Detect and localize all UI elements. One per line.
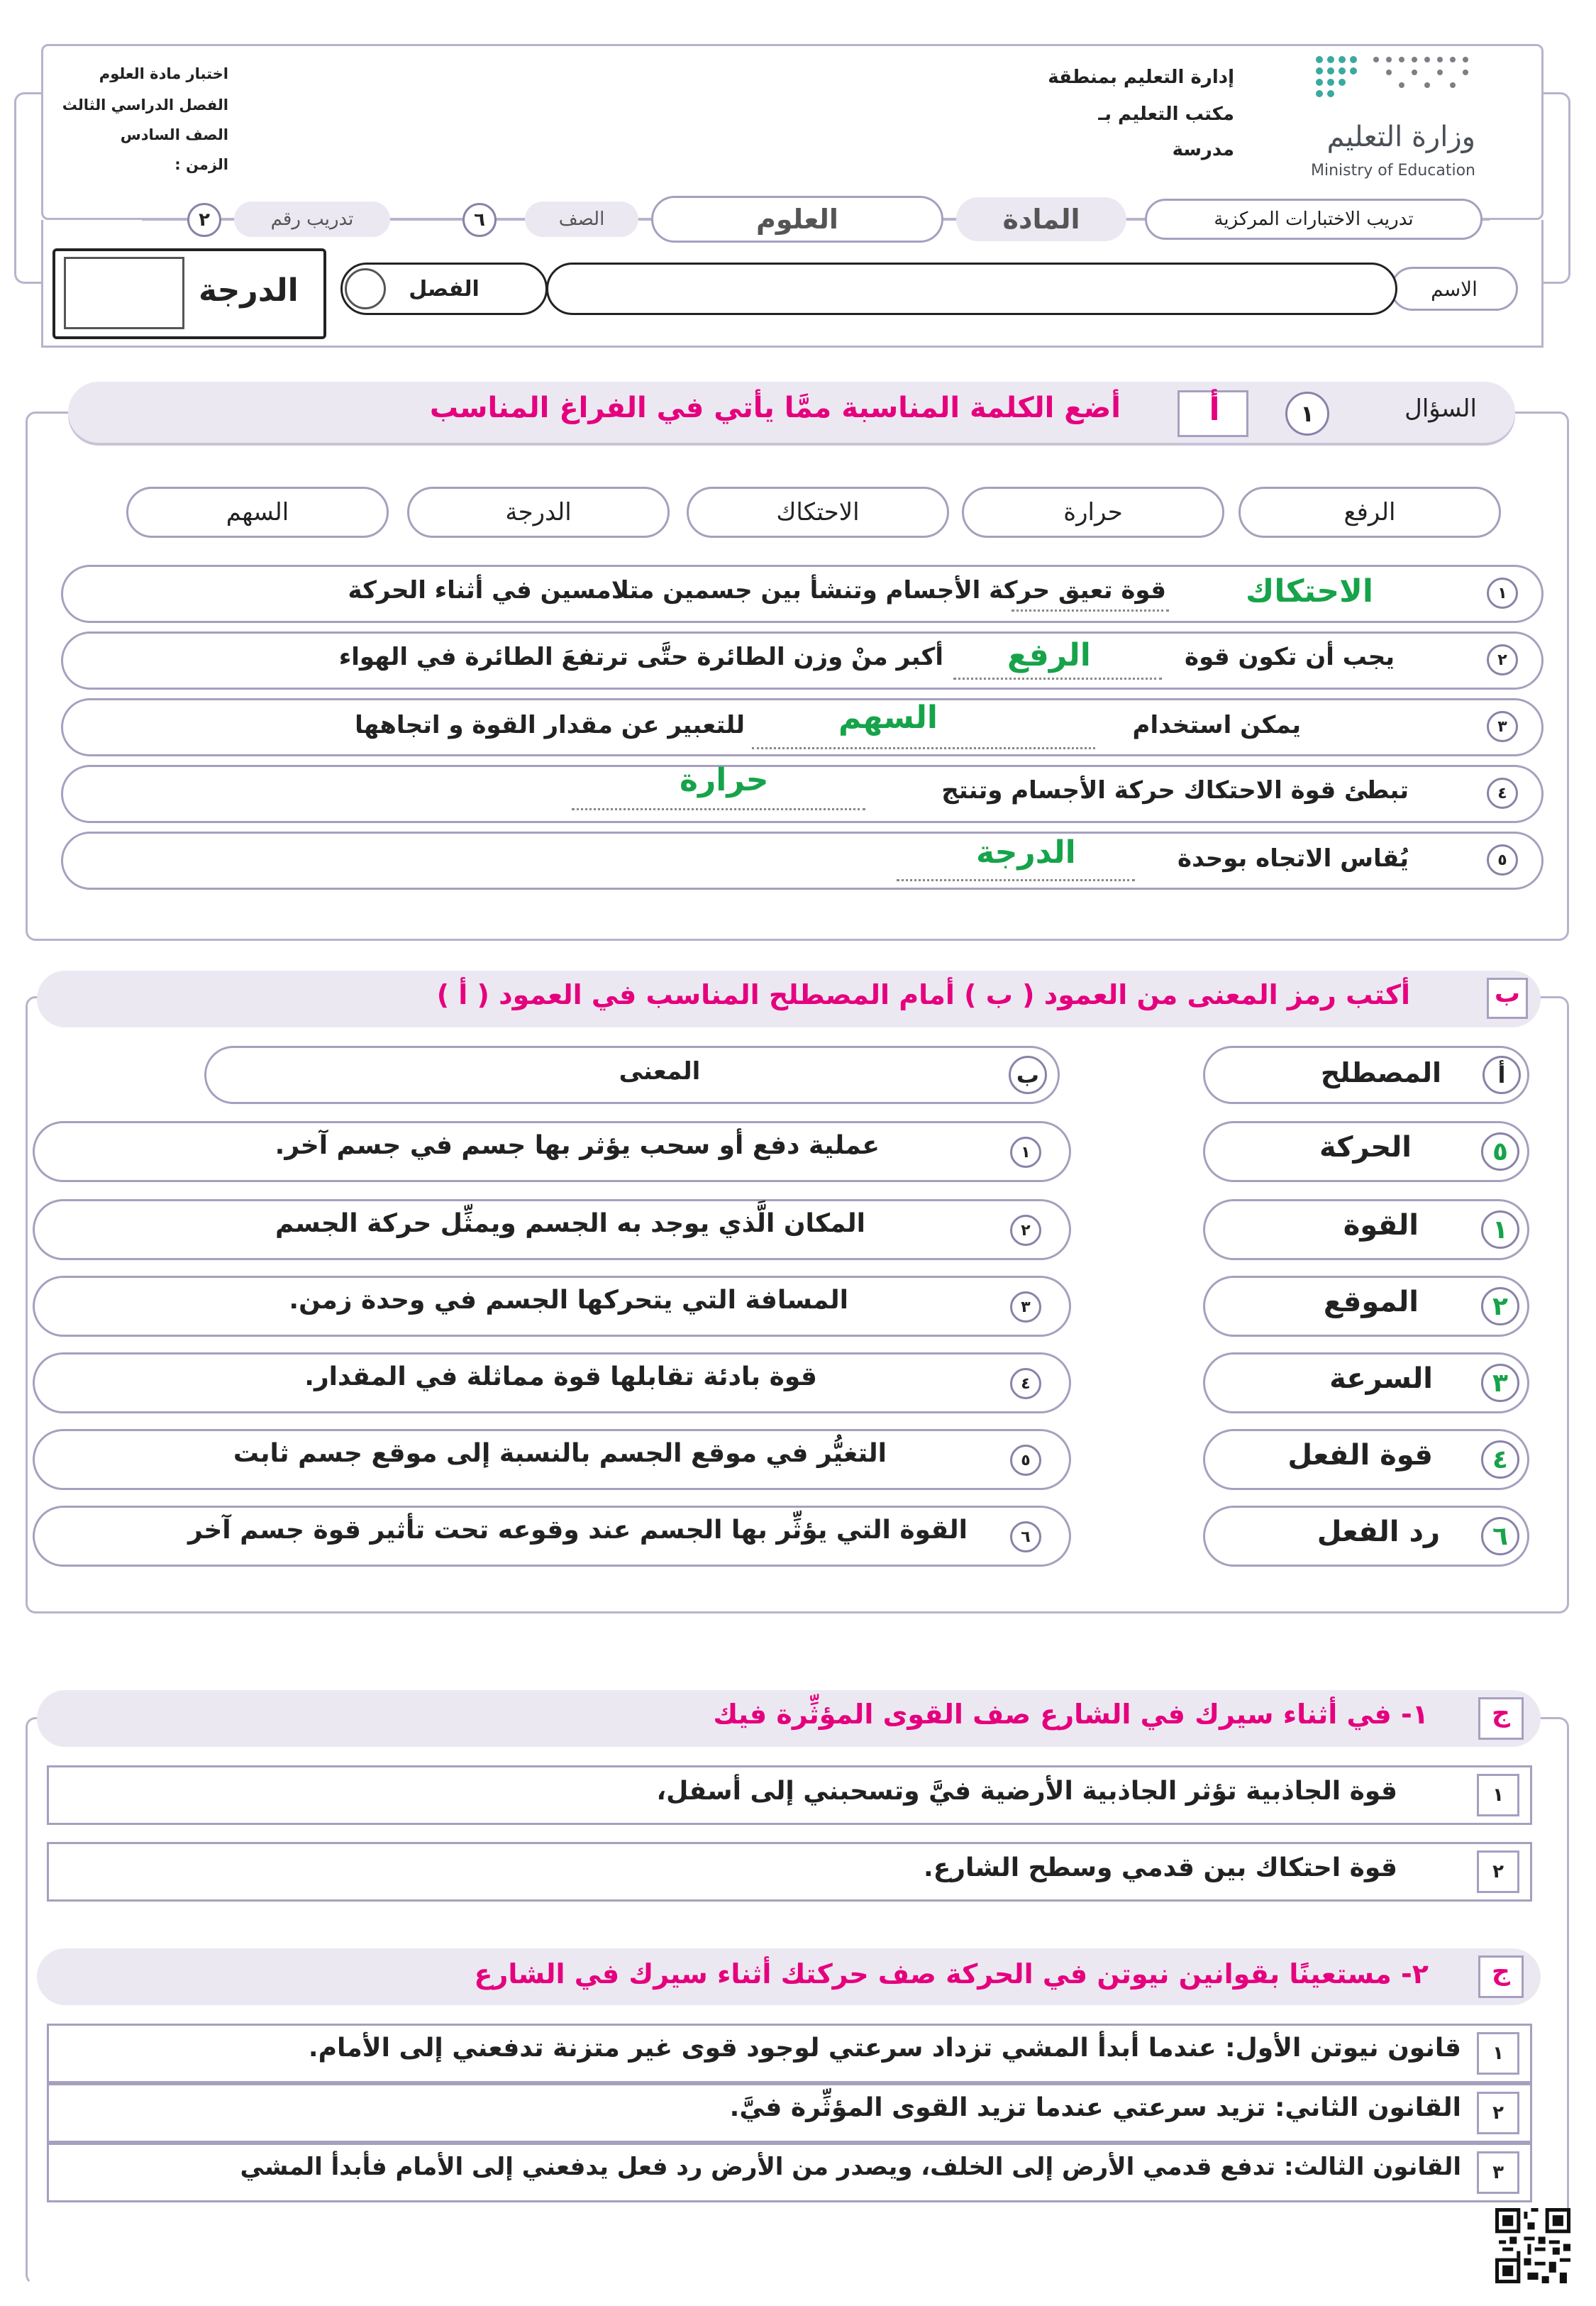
q1-number-circle: ١	[1285, 392, 1329, 436]
qc2-answer-3-number: ٣	[1477, 2151, 1519, 2194]
meaning-text-3: المسافة التي يتحركها الجسم في وحدة زمن.	[289, 1286, 848, 1315]
class-field[interactable]	[345, 268, 386, 309]
word-bank-item-5: السهم	[126, 487, 389, 538]
qc2-answer-1-number: ١	[1477, 2032, 1519, 2075]
qr-code-icon	[1495, 2208, 1570, 2283]
term-label-5: قوة الفعل	[1287, 1439, 1433, 1472]
qb-title: أكتب رمز المعنى من العمود ( ب ) أمام المصطلح المناسب في العمود ( أ )	[436, 979, 1410, 1010]
q1-item-3-answer: السهم	[838, 700, 938, 736]
term-label-6: رد الفعل	[1317, 1516, 1440, 1548]
name-label-pill: الاسم	[1390, 267, 1518, 311]
score-label: الدرجة	[199, 272, 299, 309]
q1-item-2-text-before: يجب أن تكون قوة	[1185, 643, 1395, 671]
qc1-answer-2-text: قوة احتكاك بين قدمي وسطح الشارع.	[924, 1853, 1397, 1882]
term-answer-6[interactable]: ٦	[1481, 1517, 1519, 1555]
meaning-text-2: المكان الَّذي يوجد به الجسم ويمثِّل حركة الجسم	[275, 1209, 865, 1238]
qc2-answer-1-text: قانون نيوتن الأول: عندما أبدأ المشي تزداد سرعتي لوجود قوى غير متزنة تدفعني إلى الأمام.	[308, 2034, 1461, 2063]
qc2-part-letter: ج	[1492, 1957, 1510, 1986]
q1-item-3-text-after: للتعبير عن مقدار القوة و اتجاهها	[355, 711, 745, 739]
q1-title: أضع الكلمة المناسبة ممَّا يأتي في الفراغ المناسب	[429, 392, 1121, 424]
word-bank-item-3: الاحتكاك	[687, 487, 949, 538]
training-number-circle: ٢	[187, 203, 221, 237]
tab-training-label: تدريب رقم	[234, 202, 390, 237]
meaning-number-4: ٤	[1010, 1368, 1041, 1399]
qc1-part-letter: ج	[1492, 1699, 1510, 1728]
meaning-number-5: ٥	[1010, 1445, 1041, 1476]
q1-item-1-blank[interactable]	[1012, 579, 1169, 612]
word-bank-item-4: الدرجة	[407, 487, 670, 538]
q1-item-3-number: ٣	[1487, 711, 1518, 742]
ministry-logo-dots-icon	[1305, 51, 1483, 108]
qc1-answer-2-number: ٢	[1477, 1850, 1519, 1893]
ministry-english-name: Ministry of Education	[1310, 162, 1475, 180]
tab-subject-value: العلوم	[651, 196, 943, 243]
exam-info-3: الصف السادس	[120, 126, 228, 143]
term-label-3: الموقع	[1323, 1286, 1419, 1318]
ministry-name: وزارة التعليم	[1326, 121, 1475, 153]
qc2-answer-2-number: ٢	[1477, 2092, 1519, 2134]
header-side-bracket-left	[14, 92, 41, 284]
term-label-1: الحركة	[1319, 1131, 1412, 1164]
q1-item-4-text: تبطئ قوة الاحتكاك حركة الأجسام وتنتج	[941, 776, 1409, 805]
meaning-text-5: التغيُّر في موقع الجسم بالنسبة إلى موقع جسم ثابت	[233, 1439, 887, 1468]
meaning-number-2: ٢	[1010, 1215, 1041, 1246]
qb-part-letter: ب	[1494, 979, 1521, 1008]
q1-item-1-text: قوة تعيق حركة الأجسام وتنشأ بين جسمين متلامسين في أثناء الحركة	[348, 576, 1166, 605]
qc1-title: ١- في أثناء سيرك في الشارع صف القوى المؤثِّرة فيك	[713, 1699, 1429, 1730]
col-a-label: المصطلح	[1320, 1057, 1441, 1088]
exam-info-1: اختبار مادة العلوم	[99, 65, 228, 82]
ministry-logo	[1298, 51, 1490, 193]
qc2-answer-2-text: القانون الثاني: تزيد سرعتي عندما تزيد القوى المؤثِّرة فيَّ.	[729, 2093, 1461, 2122]
admin-line-3: مدرسة	[1172, 139, 1234, 160]
admin-line-1: إدارة التعليم بمنطقة	[1048, 67, 1234, 88]
q1-part-letter: أ	[1209, 392, 1220, 428]
word-bank-item-2: حرارة	[962, 487, 1224, 538]
word-bank-item-1: الرفع	[1238, 487, 1501, 538]
q1-item-2-text-after: أكبر منْ وزن الطائرة حتَّى ترتفعَ الطائرة في الهواء	[338, 643, 943, 671]
exam-info-4: الزمن :	[174, 156, 228, 173]
meaning-text-4: قوة بادئة تقابلها قوة مماثلة في المقدار.	[304, 1362, 817, 1391]
name-field[interactable]	[546, 263, 1397, 315]
q1-item-1-answer: الاحتكاك	[1246, 573, 1373, 609]
col-b-letter: ب	[1009, 1056, 1047, 1094]
q1-item-2-answer: الرفع	[1007, 637, 1091, 673]
q1-item-5-text: يُقاس الاتجاه بوحدة	[1177, 844, 1409, 873]
term-answer-4[interactable]: ٣	[1481, 1364, 1519, 1402]
q1-item-4-answer: حرارة	[680, 762, 769, 798]
term-label-2: القوة	[1343, 1209, 1419, 1242]
meaning-number-1: ١	[1010, 1137, 1041, 1168]
tab-subject-label: المادة	[956, 197, 1126, 241]
class-label-pill: الفصل	[340, 263, 548, 315]
col-b-label: المعنى	[619, 1057, 701, 1086]
term-label-4: السرعة	[1329, 1362, 1433, 1395]
term-answer-5[interactable]: ٤	[1481, 1440, 1519, 1479]
q1-item-5-number: ٥	[1487, 844, 1518, 876]
qc1-answer-1-text: قوة الجاذبية تؤثر الجاذبية الأرضية فيَّ وتسحبني إلى أسفل،	[656, 1777, 1397, 1806]
header-side-bracket-right	[1544, 92, 1570, 284]
score-field[interactable]	[64, 257, 184, 329]
q1-label: السؤال	[1404, 395, 1477, 423]
tab-grade-label: الصف	[525, 202, 638, 237]
meaning-text-1: عملية دفع أو سحب يؤثر بها جسم في جسم آخر.	[275, 1131, 880, 1160]
term-answer-2[interactable]: ١	[1481, 1210, 1519, 1249]
grade-value-circle: ٦	[462, 203, 497, 237]
col-a-letter: أ	[1483, 1056, 1521, 1094]
meaning-number-3: ٣	[1010, 1291, 1041, 1323]
meaning-text-6: القوة التي يؤثِّر بها الجسم عند وقوعه تحت تأثير قوة جسم آخر	[187, 1516, 968, 1545]
q1-item-1-number: ١	[1487, 578, 1518, 609]
q1-item-4-number: ٤	[1487, 778, 1518, 809]
qc1-answer-1-number: ١	[1477, 1774, 1519, 1816]
q1-item-3-text-before: يمكن استخدام	[1132, 711, 1301, 739]
admin-line-2: مكتب التعليم بـ	[1098, 104, 1234, 125]
term-answer-3[interactable]: ٢	[1481, 1287, 1519, 1325]
q1-item-5-answer: الدرجة	[976, 834, 1076, 871]
qc2-answer-3-text: القانون الثالث: تدفع قدمي الأرض إلى الخلف، ويصدر من الأرض رد فعل يدفعني إلى الأمام فأبدأ المشي	[240, 2153, 1461, 2181]
qc2-title: ٢- مستعينًا بقوانين نيوتن في الحركة صف حركتك أثناء سيرك في الشارع	[474, 1958, 1429, 1990]
tab-central-exams: تدريب الاختبارات المركزية	[1145, 199, 1483, 240]
exam-info-2: الفصل الدراسي الثالث	[62, 96, 228, 114]
meaning-number-6: ٦	[1010, 1521, 1041, 1552]
term-answer-1[interactable]: ٥	[1481, 1132, 1519, 1171]
q1-item-2-number: ٢	[1487, 644, 1518, 675]
